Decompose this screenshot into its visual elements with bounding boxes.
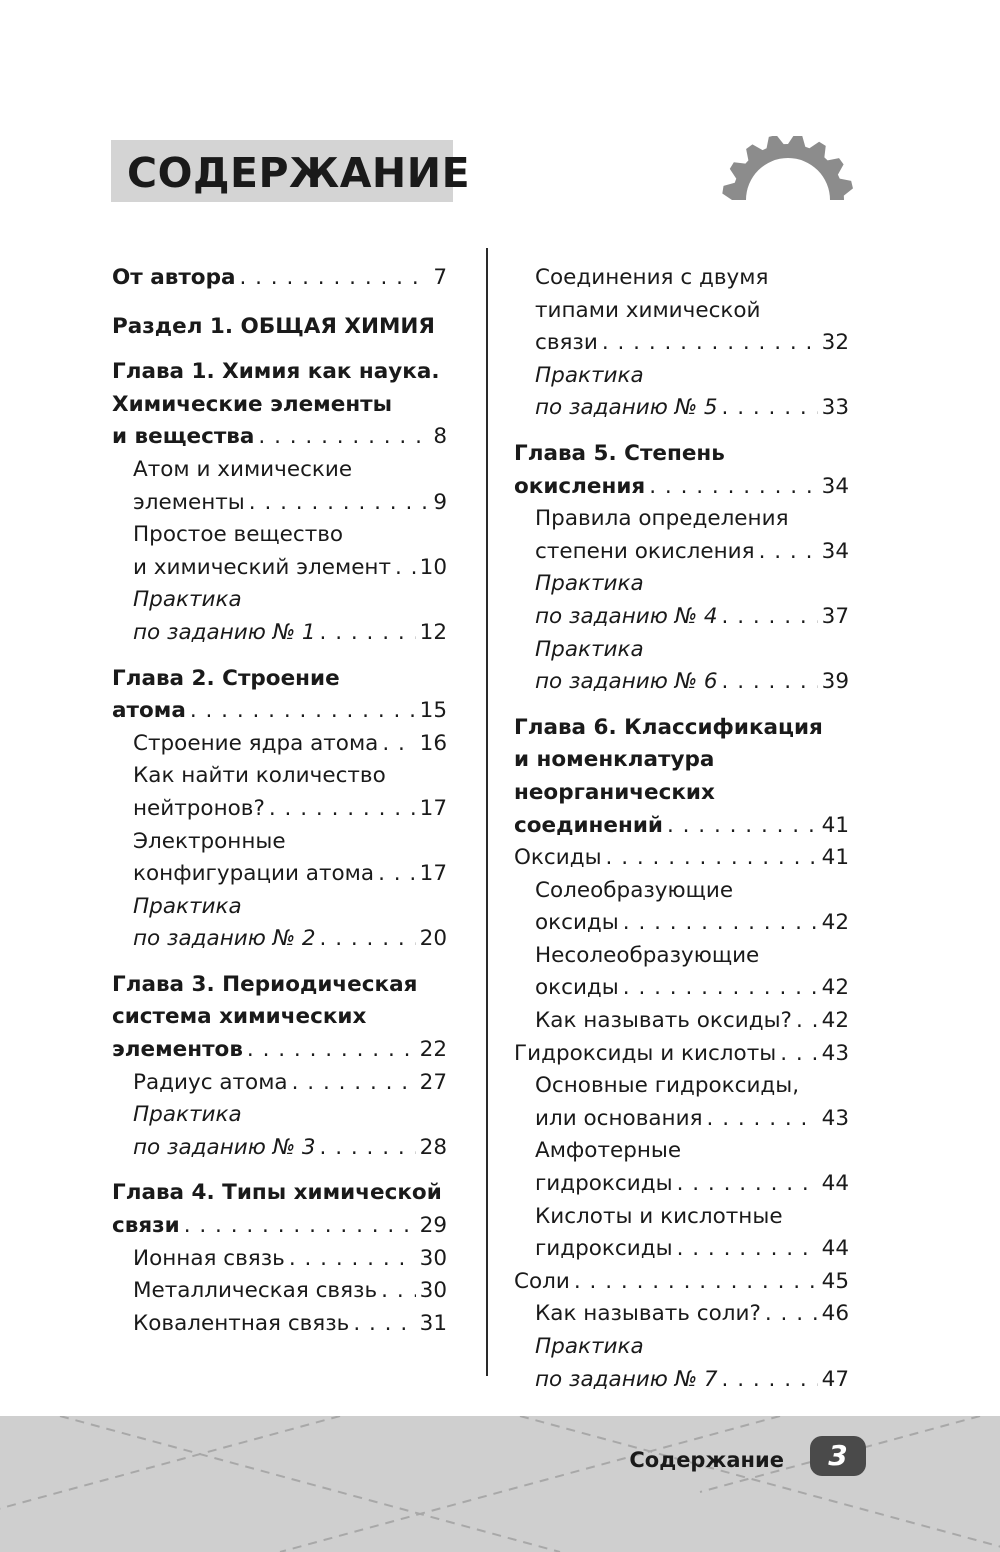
- toc-entry-line: [112, 1177, 447, 1210]
- toc-entry-text: Практика: [535, 1334, 644, 1359]
- toc-right-column: [514, 262, 849, 1396]
- toc-entry-text: Глава 5. Степень: [514, 440, 725, 466]
- toc-page-number: 27: [419, 1069, 447, 1095]
- toc-spacer: [112, 343, 447, 356]
- toc-entry-line: [514, 1266, 849, 1299]
- toc-entry[interactable]: [112, 454, 447, 519]
- toc-entry[interactable]: [514, 360, 849, 425]
- toc-entry-text: Практика: [133, 1102, 242, 1128]
- toc-entry-text: оксиды: [535, 910, 619, 936]
- toc-leader-dots: [258, 421, 429, 454]
- toc-page-number: 32: [821, 330, 849, 356]
- toc-entry-text: Кислоты и кислотные: [535, 1203, 783, 1229]
- toc-page-number: 12: [419, 619, 447, 645]
- toc-entry-line: [514, 360, 849, 393]
- toc-entry[interactable]: [112, 262, 447, 295]
- toc-entry-line: [514, 972, 849, 1005]
- toc-entry-text: Как называть оксиды?: [535, 1008, 792, 1034]
- toc-entry[interactable]: [514, 1038, 849, 1071]
- toc-entry-text: или основания: [535, 1105, 703, 1131]
- toc-spacer: [112, 295, 447, 311]
- toc-entry-text: Глава 1. Химия как наука.: [112, 359, 440, 385]
- toc-entry-text: конфигурации атома: [133, 861, 375, 887]
- toc-page-number: 31: [419, 1310, 447, 1336]
- toc-entry-line: [112, 728, 447, 761]
- toc-leader-dots: [722, 392, 818, 425]
- toc-entry-line: [112, 923, 447, 956]
- toc-entry-line: [514, 1103, 849, 1136]
- footer-band: [0, 1416, 1000, 1552]
- toc-entry[interactable]: [514, 503, 849, 568]
- toc-entry-text: Соли: [514, 1268, 570, 1294]
- toc-entry[interactable]: [112, 1067, 447, 1100]
- toc-entry-text: элементов: [112, 1037, 243, 1063]
- toc-entry-text: по заданию № 4: [535, 603, 718, 629]
- toc-entry-text: Практика: [133, 893, 242, 919]
- toc-entry-line: [112, 454, 447, 487]
- toc-page-number: 43: [821, 1105, 849, 1131]
- toc-entry-line: [112, 389, 447, 422]
- toc-entry[interactable]: [112, 1243, 447, 1276]
- toc-entry-line: [514, 940, 849, 973]
- toc-entry-text: Практика: [535, 571, 644, 597]
- toc-leader-dots: [382, 728, 415, 761]
- toc-entry[interactable]: [514, 568, 849, 633]
- toc-entry[interactable]: [112, 584, 447, 649]
- toc-entry-line: [514, 1038, 849, 1071]
- toc-entry[interactable]: [514, 1266, 849, 1299]
- gear-shape: [722, 136, 853, 204]
- toc-entry-line: [514, 295, 849, 328]
- toc-entry-line: [514, 744, 849, 777]
- toc-entry[interactable]: [514, 712, 849, 842]
- toc-page-number: 34: [821, 473, 849, 499]
- toc-entry-text: связи: [112, 1213, 180, 1239]
- toc-entry-line: [112, 421, 447, 454]
- toc-entry-text: Как найти количество: [133, 763, 386, 789]
- toc-entry[interactable]: [514, 842, 849, 875]
- toc-entry-text: Солеобразующие: [535, 877, 734, 903]
- toc-entry-text: Амфотерные: [535, 1138, 682, 1164]
- toc-entry-text: соединений: [514, 812, 663, 838]
- toc-leader-dots: [320, 1132, 416, 1165]
- toc-entry-line: [112, 1132, 447, 1165]
- toc-spacer: [112, 1164, 447, 1177]
- toc-entry-text: окисления: [514, 473, 646, 499]
- toc-page-number: 44: [821, 1171, 849, 1197]
- toc-entry-text: гидроксиды: [535, 1236, 673, 1262]
- toc-entry-text: гидроксиды: [535, 1171, 673, 1197]
- toc-entry[interactable]: [112, 311, 447, 344]
- toc-entry[interactable]: [112, 891, 447, 956]
- toc-entry[interactable]: [514, 875, 849, 940]
- toc-entry-line: [514, 503, 849, 536]
- toc-entry-line: [514, 568, 849, 601]
- toc-entry-text: степени окисления: [535, 538, 755, 564]
- toc-entry-line: [112, 552, 447, 585]
- toc-entry-text: Оксиды: [514, 845, 602, 871]
- toc-entry-text: оксиды: [535, 975, 619, 1001]
- toc-entry-line: [112, 1001, 447, 1034]
- toc-entry[interactable]: [112, 826, 447, 891]
- toc-page-number: 42: [821, 910, 849, 936]
- toc-page-number: 7: [433, 265, 447, 290]
- toc-entry-line: [112, 969, 447, 1002]
- toc-entry[interactable]: [514, 1135, 849, 1200]
- toc-entry-text: Глава 4. Типы химической: [112, 1180, 442, 1206]
- toc-entry[interactable]: [112, 969, 447, 1067]
- toc-entry-line: [112, 584, 447, 617]
- toc-left-column: [112, 262, 447, 1340]
- toc-leader-dots: [765, 1298, 818, 1331]
- toc-entry-line: [112, 760, 447, 793]
- toc-page-number: 34: [821, 538, 849, 564]
- toc-entry-line: [112, 1034, 447, 1067]
- toc-entry-text: Соединения с двумя: [535, 265, 769, 290]
- toc-entry-line: [112, 858, 447, 891]
- toc-leader-dots: [289, 1243, 416, 1276]
- toc-entry-text: по заданию № 6: [535, 669, 718, 695]
- toc-entry-text: Практика: [133, 587, 242, 613]
- toc-entry-line: [514, 777, 849, 810]
- toc-entry-text: атома: [112, 698, 186, 724]
- toc-leader-dots: [759, 536, 818, 569]
- toc-page-number: 9: [433, 489, 447, 515]
- toc-entry-text: типами химической: [535, 297, 761, 323]
- toc-entry-text: и номенклатура: [514, 747, 715, 773]
- toc-entry-line: [112, 487, 447, 520]
- toc-entry-line: [514, 1364, 849, 1397]
- toc-entry-line: [112, 663, 447, 696]
- toc-entry-text: и химический элемент: [133, 554, 392, 580]
- toc-page-number: 20: [419, 926, 447, 952]
- toc-entry[interactable]: [514, 262, 849, 360]
- toc-entry-text: Глава 2. Строение: [112, 665, 340, 691]
- toc-entry-line: [112, 1067, 447, 1100]
- toc-entry-line: [112, 1308, 447, 1341]
- toc-leader-dots: [722, 1364, 818, 1397]
- toc-leader-dots: [623, 972, 818, 1005]
- toc-entry-text: по заданию № 2: [133, 926, 316, 952]
- toc-entry-line: [514, 1201, 849, 1234]
- toc-entry-line: [112, 356, 447, 389]
- toc-leader-dots: [292, 1067, 416, 1100]
- toc-entry-line: [514, 1298, 849, 1331]
- toc-entry-line: [514, 875, 849, 908]
- toc-page-number: 44: [821, 1236, 849, 1262]
- toc-entry-line: [112, 891, 447, 924]
- toc-entry-text: нейтронов?: [133, 795, 265, 821]
- toc-entry-text: по заданию № 7: [535, 1366, 718, 1392]
- toc-entry-line: [514, 601, 849, 634]
- gear-icon: [705, 136, 871, 204]
- toc-entry-text: Простое вещество: [133, 522, 344, 548]
- toc-entry-line: [514, 666, 849, 699]
- toc-entry[interactable]: [112, 1275, 447, 1308]
- toc-page-number: 30: [419, 1278, 447, 1304]
- toc-page-number: 16: [419, 730, 447, 756]
- toc-entry-line: [112, 1275, 447, 1308]
- toc-page-number: 30: [419, 1245, 447, 1271]
- toc-page-number: 47: [821, 1366, 849, 1392]
- toc-entry-line: [514, 1070, 849, 1103]
- toc-page-number: 15: [419, 698, 447, 724]
- toc-entry[interactable]: [112, 728, 447, 761]
- toc-entry[interactable]: [514, 1070, 849, 1135]
- toc-leader-dots: [395, 552, 416, 585]
- toc-entry-line: [112, 826, 447, 859]
- toc-page-number: 42: [821, 1008, 849, 1034]
- toc-page-number: 33: [821, 395, 849, 421]
- toc-leader-dots: [722, 601, 818, 634]
- toc-entry[interactable]: [112, 760, 447, 825]
- toc-entry-line: [514, 907, 849, 940]
- page-title: СОДЕРЖАНИЕ: [111, 140, 453, 202]
- toc-entry-text: Несолеобразующие: [535, 942, 760, 968]
- toc-entry-line: [112, 1243, 447, 1276]
- toc-entry-line: [514, 1135, 849, 1168]
- toc-entry-line: [112, 695, 447, 728]
- toc-page-number: 39: [821, 669, 849, 695]
- toc-entry-line: [514, 262, 849, 295]
- toc-entry-text: элементы: [133, 489, 245, 515]
- toc-entry-line: [514, 327, 849, 360]
- toc-page-number: 17: [419, 795, 447, 821]
- toc-entry[interactable]: [514, 634, 849, 699]
- toc-entry[interactable]: [514, 438, 849, 503]
- toc-entry-text: Глава 6. Классификация: [514, 714, 823, 740]
- toc-entry-line: [514, 438, 849, 471]
- toc-entry-text: система химических: [112, 1004, 367, 1030]
- toc-entry[interactable]: [514, 940, 849, 1005]
- toc-spacer: [112, 650, 447, 663]
- toc-entry-text: Радиус атома: [133, 1069, 288, 1095]
- toc-entry-text: Правила определения: [535, 506, 789, 532]
- footer-section-label: Содержание: [629, 1448, 784, 1472]
- toc-entry-line: [514, 1168, 849, 1201]
- toc-entry-text: Ковалентная связь: [133, 1310, 350, 1336]
- toc-entry-line: [514, 1233, 849, 1266]
- toc-entry-line: [514, 1005, 849, 1038]
- toc-entry[interactable]: [112, 1308, 447, 1341]
- toc-leader-dots: [378, 858, 416, 891]
- toc-leader-dots: [247, 1034, 416, 1067]
- toc-leader-dots: [677, 1233, 818, 1266]
- toc-page-number: 28: [419, 1134, 447, 1160]
- toc-page-number: 43: [821, 1040, 849, 1066]
- toc-entry-text: Основные гидроксиды,: [535, 1073, 800, 1099]
- toc-entry-text: Как называть соли?: [535, 1301, 761, 1327]
- toc-entry-text: Гидроксиды и кислоты: [514, 1040, 777, 1066]
- toc-entry[interactable]: [514, 1331, 849, 1396]
- toc-entry-text: Раздел 1. ОБЩАЯ ХИМИЯ: [112, 313, 435, 339]
- toc-entry-text: Практика: [535, 636, 644, 662]
- toc-entry-line: [112, 617, 447, 650]
- toc-entry-text: неорганических: [514, 779, 715, 805]
- toc-entry-text: От автора: [112, 265, 236, 290]
- toc-entry-line: [514, 471, 849, 504]
- toc-entry-line: [514, 712, 849, 745]
- toc-leader-dots: [602, 327, 818, 360]
- toc-entry-line: [112, 793, 447, 826]
- toc-leader-dots: [677, 1168, 818, 1201]
- toc-entry-text: Практика: [535, 362, 644, 388]
- toc-leader-dots: [190, 695, 416, 728]
- toc-page-number: 8: [433, 424, 447, 450]
- toc-entry-line: [514, 1331, 849, 1364]
- toc-entry[interactable]: [514, 1298, 849, 1331]
- toc-entry-text: Атом и химические: [133, 456, 353, 482]
- toc-entry-text: Электронные: [133, 828, 286, 854]
- toc-page-number: 41: [821, 812, 849, 838]
- page-number-badge: 3: [810, 1436, 866, 1476]
- toc-entry-text: по заданию № 1: [133, 619, 316, 645]
- toc-leader-dots: [780, 1038, 817, 1071]
- toc-entry-line: [112, 262, 447, 295]
- toc-entry[interactable]: [112, 1177, 447, 1242]
- toc-entry-text: по заданию № 5: [535, 395, 718, 421]
- toc-page-number: 37: [821, 603, 849, 629]
- toc-leader-dots: [381, 1275, 415, 1308]
- column-divider: [486, 248, 488, 1376]
- toc-leader-dots: [722, 666, 818, 699]
- toc-entry-line: [514, 536, 849, 569]
- toc-page-number: 22: [419, 1037, 447, 1063]
- toc-leader-dots: [649, 471, 817, 504]
- toc-entry-line: [514, 810, 849, 843]
- toc-entry-line: [112, 311, 447, 344]
- toc-page-number: 41: [821, 845, 849, 871]
- toc-leader-dots: [320, 923, 416, 956]
- toc-entry-text: Металлическая связь: [133, 1278, 378, 1304]
- toc-entry-line: [112, 519, 447, 552]
- toc-entry-text: Глава 3. Периодическая: [112, 971, 418, 997]
- toc-leader-dots: [239, 262, 429, 295]
- toc-leader-dots: [320, 617, 416, 650]
- toc-page-number: 17: [419, 861, 447, 887]
- toc-leader-dots: [269, 793, 416, 826]
- toc-entry-line: [514, 634, 849, 667]
- toc-leader-dots: [249, 487, 430, 520]
- toc-entry[interactable]: [514, 1005, 849, 1038]
- toc-entry-line: [112, 1210, 447, 1243]
- toc-leader-dots: [574, 1266, 818, 1299]
- toc-entry-text: по заданию № 3: [133, 1134, 316, 1160]
- toc-page-number: 42: [821, 975, 849, 1001]
- toc-entry[interactable]: [112, 663, 447, 728]
- toc-leader-dots: [623, 907, 818, 940]
- toc-page-number: 46: [821, 1301, 849, 1327]
- toc-leader-dots: [796, 1005, 818, 1038]
- toc-spacer: [112, 956, 447, 969]
- toc-spacer: [514, 699, 849, 712]
- toc-entry-text: связи: [535, 330, 598, 356]
- toc-entry-text: Ионная связь: [133, 1245, 285, 1271]
- toc-page-number: 29: [419, 1213, 447, 1239]
- toc-leader-dots: [707, 1103, 818, 1136]
- toc-entry-line: [514, 392, 849, 425]
- toc-entry-text: Строение ядра атома: [133, 730, 379, 756]
- toc-entry-text: Химические элементы: [112, 391, 393, 417]
- toc-entry-line: [112, 1099, 447, 1132]
- toc-leader-dots: [184, 1210, 416, 1243]
- toc-entry[interactable]: [112, 519, 447, 584]
- toc-entry-text: и вещества: [112, 424, 255, 450]
- toc-entry-line: [514, 842, 849, 875]
- toc-leader-dots: [606, 842, 818, 875]
- toc-entry[interactable]: [514, 1201, 849, 1266]
- toc-page-number: 45: [821, 1268, 849, 1294]
- toc-entry[interactable]: [112, 1099, 447, 1164]
- toc-entry[interactable]: [112, 356, 447, 454]
- toc-leader-dots: [353, 1308, 415, 1341]
- toc-page-number: 10: [419, 554, 447, 580]
- toc-leader-dots: [667, 810, 818, 843]
- toc-spacer: [514, 425, 849, 438]
